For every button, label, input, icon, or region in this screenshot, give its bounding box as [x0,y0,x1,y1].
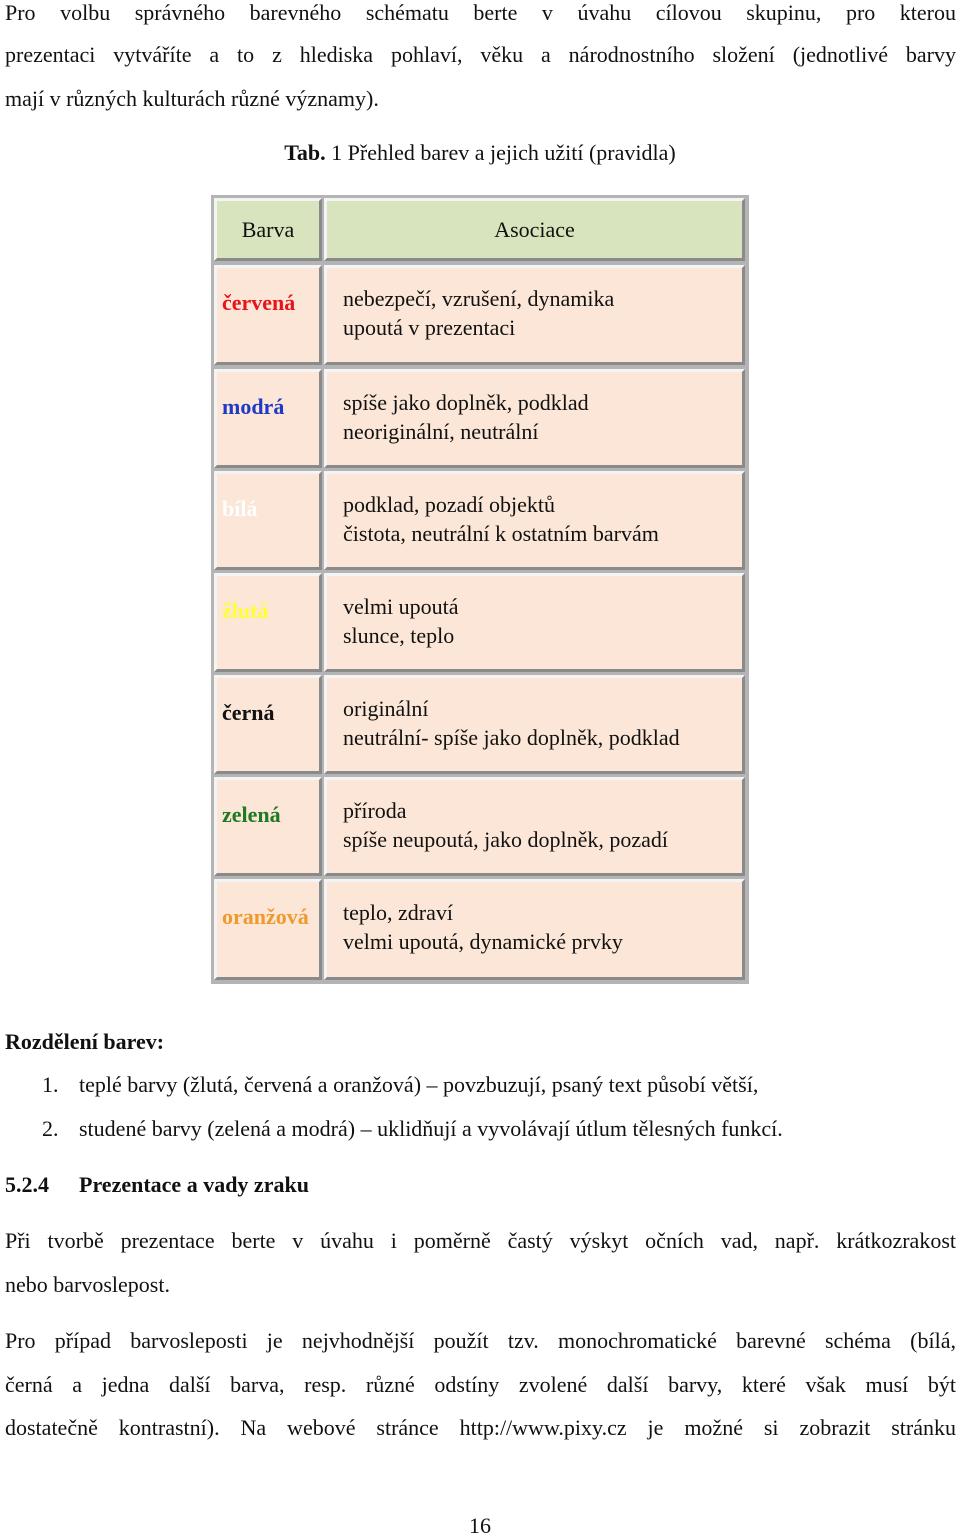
list-item [42,1116,783,1142]
color-name: černá [222,700,275,725]
section-heading [5,1172,309,1198]
association-line: čistota, neutrální k ostatním barvám [343,521,659,546]
color-name: zelená [222,802,281,827]
header-association-label: Asociace [494,216,575,242]
association-line: spíše neupoutá, jako doplněk, pozadí [343,827,669,852]
association-line: neutrální- spíše jako doplněk, podklad [343,725,680,750]
intro-line-2: prezentaci vytváříte a to z hlediska pohlaví, věku a národnostního složení (jednotlivé barvy [5,42,956,67]
color-name: modrá [222,394,285,419]
header-color [214,198,322,261]
association-line: velmi upoutá, dynamické prvky [343,929,623,954]
table-caption-label: Tab. [284,140,326,165]
table-row-color [214,369,322,468]
color-name: bílá [222,496,258,521]
association-line: podklad, pozadí objektů [343,492,556,517]
table-row-association [324,369,745,468]
association-line: spíše jako doplněk, podklad [343,390,589,415]
association-line: neoriginální, neutrální [343,419,539,444]
table-row-association [324,471,745,570]
color-name: žlutá [222,598,269,623]
intro-line-3: mají v různých kulturách různé významy). [5,86,379,111]
header-association [324,198,745,261]
list-item-number: 2. [42,1116,59,1141]
association-line: upoutá v prezentaci [343,315,516,340]
table-row-association [324,777,745,876]
para2-line-1: Pro případ barvosleposti je nejvhodnější použít tzv. monochromatické barevné schéma (bílá, [5,1328,956,1353]
table-row-color [214,777,322,876]
para1-line-2: nebo barvoslepost. [5,1272,170,1297]
table-row-color [214,265,322,365]
list-item-text: studené barvy (zelená a modrá) – uklidňují a vyvolávají útlum tělesných funkcí. [79,1116,783,1141]
color-name: červená [222,290,296,315]
header-color-label: Barva [241,216,295,242]
table-row-association [324,573,745,672]
association-line: teplo, zdraví [343,900,453,925]
intro-line-1: Pro volbu správného barevného schématu berte v úvahu cílovou skupinu, pro kterou [5,0,956,25]
table-caption-text: 1 Přehled barev a jejich užití (pravidla) [331,140,676,165]
page-number: 16 [469,1513,491,1538]
division-title: Rozdělení barev: [5,1029,165,1054]
association-line: nebezpečí, vzrušení, dynamika [343,286,615,311]
section-title: Prezentace a vady zraku [79,1172,309,1197]
association-line: originální [343,696,429,721]
section-number: 5.2.4 [5,1172,49,1197]
table-caption [0,140,960,166]
table-row-color [214,573,322,672]
list-item-number: 1. [42,1072,59,1097]
table-row-association [324,265,745,365]
table-row-color [214,675,322,774]
association-line: příroda [343,798,407,823]
association-line: slunce, teplo [343,623,455,648]
table-row-color [214,471,322,570]
association-line: velmi upoutá [343,594,459,619]
table-row-association [324,675,745,774]
para1-line-1: Při tvorbě prezentace berte v úvahu i poměrně častý výskyt očních vad, např. krátkozrakost [5,1228,956,1253]
table-row-association [324,879,745,980]
para2-line-3: dostatečně kontrastní). Na webové stránce http://www.pixy.cz je možné si zobrazit stránku [5,1415,956,1440]
list-item [42,1072,758,1098]
para2-line-2: černá a jedna další barva, resp. různé odstíny zvolené další barvy, které však musí být [5,1372,956,1397]
color-name: oranžová [222,904,309,929]
table-row-color [214,879,322,980]
list-item-text: teplé barvy (žlutá, červená a oranžová) – povzbuzují, psaný text působí větší, [79,1072,759,1097]
color-table [211,195,749,984]
